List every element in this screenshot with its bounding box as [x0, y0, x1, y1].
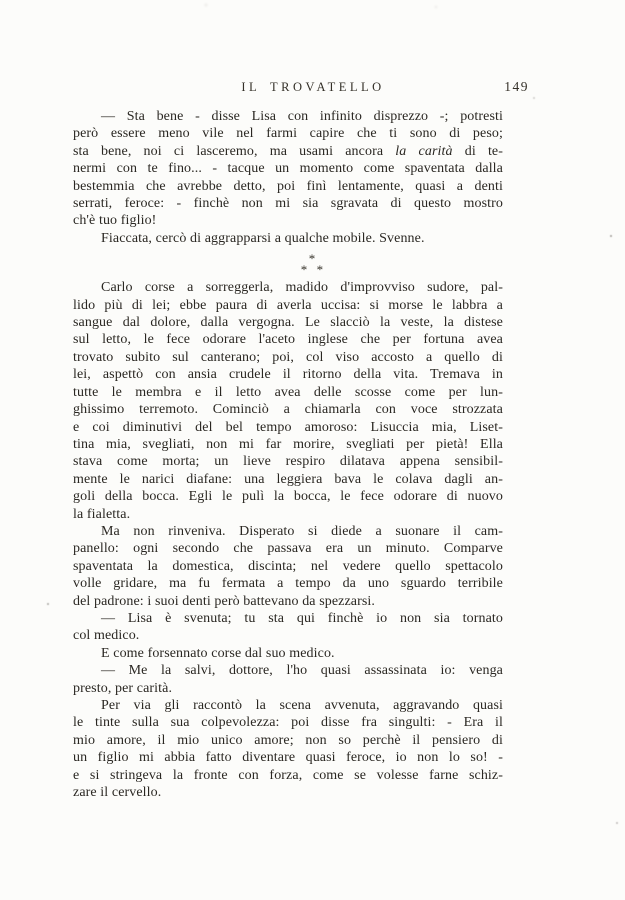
text-line: mente le narici diafane: una leggiera bava le colava dagli an- [73, 471, 503, 487]
text-line: un figlio mi abbia fatto diventare quasi feroce, io non lo so! - [73, 750, 503, 766]
text-line: lido più di lei; ebbe paura di averla uccisa: si morse le labbra a [73, 297, 503, 313]
text-line: serrati, feroce: - finchè non mi sia sgravata di questo mostro [73, 196, 503, 212]
text-line: Ma non rinveniva. Disperato si diede a suonare il cam- [101, 523, 503, 539]
text-line: presto, per carità. [73, 680, 173, 696]
text-line: sul letto, le fece odorare l'aceto inglese che per fortuna avea [73, 332, 503, 348]
text-line: col medico. [73, 628, 140, 644]
paragraph [73, 523, 503, 610]
asterisk-glyphs: * * [300, 262, 324, 278]
paragraph [73, 645, 503, 662]
page-title: IL TROVATELLO [241, 80, 385, 94]
scan-specks [0, 0, 2, 2]
text-line: stava come morta; un lieve respiro dilatava appena sensibil- [73, 454, 503, 470]
text-line: spaventata la domestica, discinta; nel vedere quello spettacolo [73, 558, 503, 574]
text-line [73, 143, 503, 160]
text-line: tina mia, svegliati, non mi far morire, svegliati per pietà! Ella [73, 436, 503, 452]
text-line: lei, aspettò con ansia crudele il ritorno della vita. Tremava in [73, 367, 503, 383]
running-header [73, 79, 529, 98]
text-line: ghissimo terremoto. Cominciò a chiamarla con voce strozzata [73, 402, 503, 418]
text-line: nermi con te fino... - tacque un momento come spaventata dalla [73, 161, 503, 177]
text-line: le tinte sulla sua colpevolezza: poi disse fra singulti: - Era il [73, 715, 503, 731]
paragraph [73, 610, 503, 645]
paragraph [73, 230, 503, 247]
asterism-separator [97, 247, 527, 279]
text-line: — Lisa è svenuta; tu sta qui finchè io non sia tornato [101, 610, 503, 626]
text-line: mio amore, il mio unico amore; non so perchè il pensiero di [73, 732, 503, 748]
text-line: trovato subito sul canterano; poi, col viso accosto a quello di [73, 349, 503, 365]
paragraph [73, 108, 503, 230]
text-line: zare il cervello. [73, 785, 162, 801]
text-line: Carlo corse a sorreggerla, madido d'improvviso sudore, pal- [101, 280, 503, 296]
text-line: goli della bocca. Egli le pulì la bocca, le fece odorare di nuovo [73, 489, 503, 505]
text-segment: di te- [452, 143, 504, 159]
text-line: e si stringeva la fronte con forza, come se volesse farne schiz- [73, 767, 503, 783]
text-line: — Me la salvi, dottore, l'ho quasi assassinata io: venga [101, 663, 503, 679]
paragraph [73, 697, 503, 801]
text-line: ch'è tuo figlio! [73, 213, 157, 229]
page-number: 149 [504, 79, 529, 94]
text-line: però essere meno vile nel farmi capire che ti sono di peso; [73, 126, 503, 142]
text-line: la fialetta. [73, 506, 131, 522]
text-line: Per via gli raccontò la scena avvenuta, aggravando quasi [101, 698, 503, 713]
text-line: tutte le membra e il letto avea delle scosse come per lun- [73, 384, 503, 400]
text-line: Fiaccata, cercò di aggrapparsi a qualche mobile. Svenne. [101, 230, 425, 246]
text-segment: sta bene, noi ci lasceremo, ma usami ancora [73, 143, 396, 159]
paragraph [73, 662, 503, 697]
text-line: sangue dal dolore, dalla vergogna. Le slacciò la veste, la distese [73, 315, 503, 331]
text-line: bestemmia che avrebbe detto, poi finì lentamente, quasi a denti [73, 178, 503, 194]
text-line: volle gridare, ma fu fermata a tempo da uno sguardo terribile [73, 576, 503, 592]
text-line: panello: ogni secondo che passava era un minuto. Comparve [73, 541, 503, 557]
paragraph [73, 279, 503, 523]
body-text [73, 108, 503, 801]
text-line: E come forsennato corse dal suo medico. [101, 645, 335, 661]
asterisk-glyph: * [308, 251, 316, 267]
text-line: del padrone: i suoi denti però battevano da spezzarsi. [73, 593, 376, 609]
text-line: — Sta bene - disse Lisa con infinito disprezzo -; potresti [101, 109, 503, 124]
text-line: e coi diminutivi del bel tempo amoroso: Lisuccia mia, Liset- [73, 419, 503, 435]
italic-text: la carità [395, 143, 453, 159]
